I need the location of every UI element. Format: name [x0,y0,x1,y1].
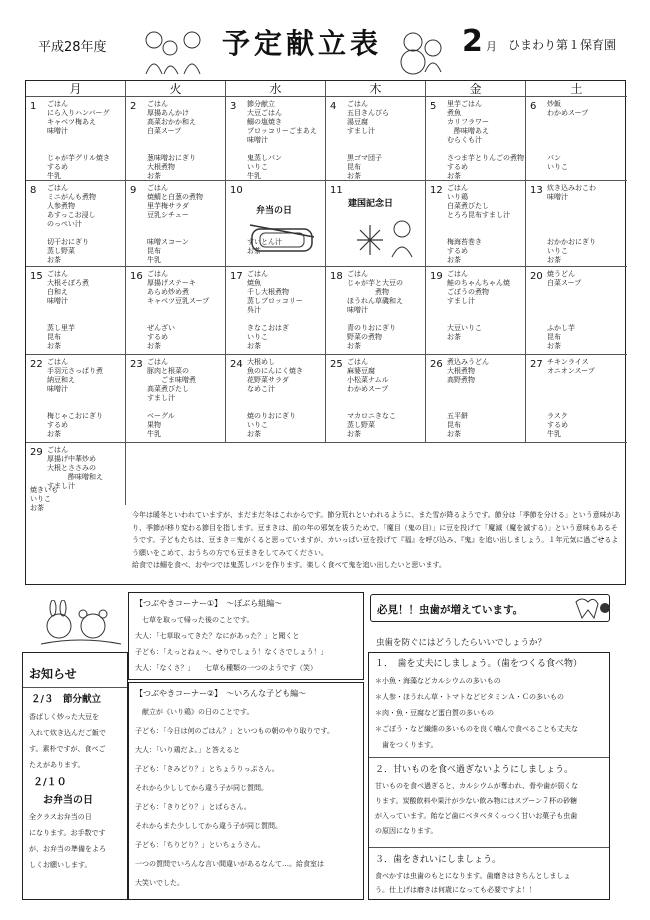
mushiba-box [368,652,610,900]
lunch-menu: ごはん 厚揚あんかけ 高菜おかか和え 白菜スープ [147,100,196,135]
day-cell [326,267,426,355]
tsubuyaki1-lines: 七草を取って帰った後のことです。 大人：「七草取ってきた？なにがあった？」と聞くと 子ども：「えっとねぇ～、せりでしょう！なくさでしょう！」 大人：「なくさ？」 七草も種類の一つのようです（笑） [135,616,328,672]
day-number: 17 [230,271,243,282]
weekday-header: 火 [126,81,226,97]
snack-menu: マカロニきなこ 蒸し野菜 お茶 [347,412,396,438]
snack-menu: すいとん汁 お茶 [247,238,282,255]
lunch-menu: ごはん 厚揚げ中華炒め 大根とささみの 酢味噌和え すまし汁 [47,446,103,490]
menu-calendar [25,80,626,585]
day-cell [426,355,526,443]
fiscal-year: 平成28年度 [38,40,107,55]
day-number: 25 [330,359,343,370]
lunch-menu: ごはん 厚揚げステーキ あらめ炒め煮 キャベツ豆乳スープ [147,270,210,305]
lunch-menu: ごはん 豚肉と根菜の ごま味噌煮 高菜煮びたし すまし汁 [147,358,196,402]
day-cell [526,181,627,267]
notice-item2-body: 全クラスお弁当の日 になります。お手数です が、お弁当の準備をよろ しくお願いします。 [29,813,106,869]
day-number: 13 [530,185,543,196]
month-unit: 月 [486,40,497,53]
notice-item2-date: ２/１０ [33,777,67,788]
notice-item2-title: お弁当の日 [43,795,93,806]
snack-menu: 焼きいも いりこ お茶 [30,486,58,512]
day-cell [126,97,226,181]
weekday-header: 月 [26,81,126,97]
snack-menu: 蒸し里芋 昆布 お茶 [47,324,75,350]
weekday-header: 木 [326,81,426,97]
seasonal-note-text: 今年は暖冬といわれていますが、まだまだ冬はこれからです。節分荒れといわれるように、また雪が降るようです。節分は「季節を分ける」という意味があり、季節が移り変わる節目を指します。豆まきは、前の年の邪気を祓うためで、「魔目（鬼の目）」に豆を投げて「魔滅（魔を滅する）」という意味もあるそうです。子どもたちは、豆まき＝鬼がくると思っていますが、カいっぱい豆を投げて『福』を呼び込み、『鬼』を追い出しましょう。１年元気に過ごせるよう願いをこめて、おうちの方でも豆まきをしてみてください。 給食では鰯を食べ、おやつでは鬼蒸しパンを作ります。楽しく食べて鬼を追い出したいと思います。 [132,511,621,569]
day-number: 8 [30,185,37,196]
mushiba-section2-body: 甘いものを食べ過ぎると、カルシウムが奪われ、骨や歯が弱くな ります。炭酸飲料や果汁が少ない飲み物にはスプーン７杯の砂糖 が入っています。飴など歯にベタベタくっつく甘いお菓子も虫歯 の原因になります。 [375,782,579,835]
snack-menu: さつま芋とりんごの煮物 するめ お茶 [447,154,524,180]
mushiba-section1-body: ＊小魚・海藻などカルシウムの多いもの ＊人参・ほうれん草・トマトなどビタミンＡ・Ｃの多いもの ＊肉・魚・豆腐など蛋白質の多いもの ＊ごぼう・など繊維の多いものを良く噛んで食べることも丈夫な 歯をつくります。 [375,677,578,749]
snack-menu: 大豆いりこ お茶 [447,324,482,341]
weekday-header: 金 [426,81,526,97]
lunch-menu: ごはん 焼鯖と白葱の煮物 里芋梅サラダ 豆乳シチュー [147,184,203,219]
day-number: 11 [330,185,343,196]
lunch-menu: ごはん 手羽元さっぱり煮 納豆和え 味噌汁 [47,358,103,393]
notice-box [22,652,128,900]
day-number: 15 [30,271,43,282]
day-cell [226,97,326,181]
day-cell [26,443,126,512]
day-cell [526,267,627,355]
snack-menu: 切干おにぎり 蒸し野菜 お茶 [47,238,89,264]
special-day-label: 弁当の日 [256,206,293,216]
lunch-menu: 大根めし 魚のにんにく焼き 花野菜サラダ なめこ汁 [247,358,303,393]
children-illustration [140,28,210,76]
day-number: 19 [430,271,443,282]
day-number: 27 [530,359,543,370]
lunch-menu: ごはん じゃが芋と大豆の 煮物 ほうれん草磯和え 味噌汁 [347,270,403,314]
lunch-menu: ごはん 大根そぼろ煮 白和え 味噌汁 [47,270,89,305]
snack-menu: おかかおにぎり いりこ お茶 [547,238,596,264]
snack-menu: ぜんざい するめ お茶 [147,324,175,350]
day-number: 10 [230,185,243,196]
snack-menu: 鬼蒸しパン いりこ 牛乳 [247,154,282,180]
day-cell [126,181,226,267]
day-cell [426,267,526,355]
snack-menu: きなこおはぎ いりこ お茶 [247,324,289,350]
day-cell [26,267,126,355]
day-number: 24 [230,359,243,370]
snack-menu: 黒ゴマ団子 昆布 お茶 [347,154,382,180]
lunch-menu: ごはん ミニがんも煮物 人参煮物 あすっこお浸し のっぺい汁 [47,184,96,228]
day-cell [326,97,426,181]
snack-menu: 梅海苔巻き するめ お茶 [447,238,482,264]
page-title: 予定献立表 [222,27,383,60]
weekday-header: 水 [226,81,326,97]
lunch-menu: 焼うどん 白菜スープ [547,270,582,287]
tsubuyaki-box-1 [128,592,364,680]
lunch-menu: チキンライス オニオンスープ [547,358,595,375]
day-number: 1 [30,101,37,112]
snowflake-child-icon [352,211,424,261]
lunch-menu: 煮込みうどん 大根煮物 高野煮物 [447,358,489,384]
day-number: 4 [330,101,337,112]
lunch-menu: 炒飯 わかめスープ [547,100,589,117]
day-number: 2 [130,101,137,112]
school-name: ひまわり第１保育園 [508,38,617,52]
tsubuyaki-box-2 [128,682,364,900]
month-number: 2 [462,24,483,59]
snack-menu: 梅じゃこおにぎり するめ お茶 [47,412,103,438]
weekday-header: 土 [526,81,627,97]
snack-menu: 葱味噌おにぎり 大根煮物 お茶 [147,154,196,180]
mushiba-question: 虫歯を防ぐにはどうしたらいいでしょうか？ [376,638,547,648]
seasonal-note [126,505,627,586]
lunch-menu: ごはん 鮭のちゃんちゃん焼 ごぼうの煮物 すまし汁 [447,270,510,305]
day-number: 18 [330,271,343,282]
lunch-menu: 節分献立 大豆ごはん 鰯の塩焼き ブロッコリーごまあえ 味噌汁 [247,100,317,144]
snack-menu: 青のりおにぎり 野菜の煮物 お茶 [347,324,396,350]
day-cell [126,267,226,355]
day-number: 26 [430,359,443,370]
snack-menu: ふかし芋 昆布 お茶 [547,324,575,350]
day-cell [26,355,126,443]
lunch-menu: ごはん 五目きんぴら 湯豆腐 すまし汁 [347,100,389,135]
day-number: 6 [530,101,537,112]
day-cell [526,355,627,443]
lunch-menu: 炊き込みおこわ 味噌汁 [547,184,596,201]
bunny-bear-illustration [35,600,125,648]
bento-box-icon [248,221,318,257]
day-cell [326,355,426,443]
day-number: 9 [130,185,137,196]
day-cell [26,97,126,181]
day-cell [226,355,326,443]
day-number: 23 [130,359,143,370]
lunch-menu: ごはん いり鶏 白菜煮びたし とろろ昆布すまし汁 [447,184,510,219]
snack-menu: 焼のりおにぎり いりこ お茶 [247,412,296,438]
snack-menu: ラスク するめ 牛乳 [547,412,568,438]
lunch-menu: ごはん 焼魚 千し大根煮物 蒸しブロッコリー 呉汁 [247,270,303,314]
day-number: 5 [430,101,437,112]
day-cell [226,267,326,355]
snowman-illustration [395,26,445,76]
special-day-label: 建国記念日 [348,199,394,209]
lunch-menu: ごはん 麻婆豆腐 小松菜ナムル わかめスープ [347,358,389,393]
tsubuyaki2-title: 【つぶやきコーナー②】 ～いろんな子ども編～ [135,689,307,698]
tsubuyaki1-title: 【つぶやきコーナー①】 ～ぼぶら組編～ [135,599,283,608]
tsubuyaki2-lines: 献立が《いり鶏》の日のことです。 子ども：「今日は何のごはん？」といつもの朝のやり取りです。 大人：「いり鶏だよ。」と答えると 子ども：「きみどり？」とちょうりっぷさん。 それから少ししてから違う子が同じ質問。 子ども：「きりどり？」とばらさん。 それからまた少ししてから違う子が同じ質問。 子ども：「ちりどり？」といちょうさん。 一つの質問でいろんな言い間違いがあるなんて…。給食室は 大笑いでした。 [135,708,334,887]
day-cell [426,97,526,181]
lunch-menu: 里芋ごはん 煮魚 カリフラワー 酢味噌あえ むらくも汁 [447,100,489,144]
notice-item1-body: 香ばしく炒った大豆を 入れて炊き込んだご飯で す。素朴ですが、食べご たえがあります。 [29,713,106,769]
tooth-germ-icon [572,596,612,620]
day-number: 12 [430,185,443,196]
day-number: 20 [530,271,543,282]
snack-menu: 味噌スコーン 昆布 牛乳 [147,238,189,264]
notice-item1-title: ２/３ 節分献立 [31,694,101,705]
mushiba-title: 必見！！虫歯が増えています。 [377,604,524,616]
snack-menu: パン いりこ [547,154,568,171]
day-cell [126,355,226,443]
day-number: 16 [130,271,143,282]
snack-menu: じゃが芋グリル焼き するめ 牛乳 [47,154,110,180]
day-number: 22 [30,359,43,370]
mushiba-section1-head: １． 歯を丈夫にしましょう。（歯をつくる食べ物） [375,659,583,669]
mushiba-section3-body: 食べかすは虫歯のもとになります。歯磨きはきちんとしましょ う。仕上げは磨きは何歳になっても必要ですよ！！ [375,872,571,894]
snack-menu: ベーグル 果物 牛乳 [147,412,175,438]
snack-menu: 五平餅 昆布 お茶 [447,412,468,438]
lunch-menu: ごはん にら入りハンバーグ キャベツ梅あえ 味噌汁 [47,100,110,135]
day-number: 3 [230,101,237,112]
day-cell [26,181,126,267]
day-number: 29 [30,447,43,458]
notice-title: お知らせ [29,667,77,681]
mushiba-section2-head: ２．甘いものを食べ過ぎないようにしましょう。 [375,765,574,775]
day-cell [426,181,526,267]
mushiba-section3-head: ３．歯をきれいにしましょう。 [375,855,502,865]
day-cell [526,97,627,181]
